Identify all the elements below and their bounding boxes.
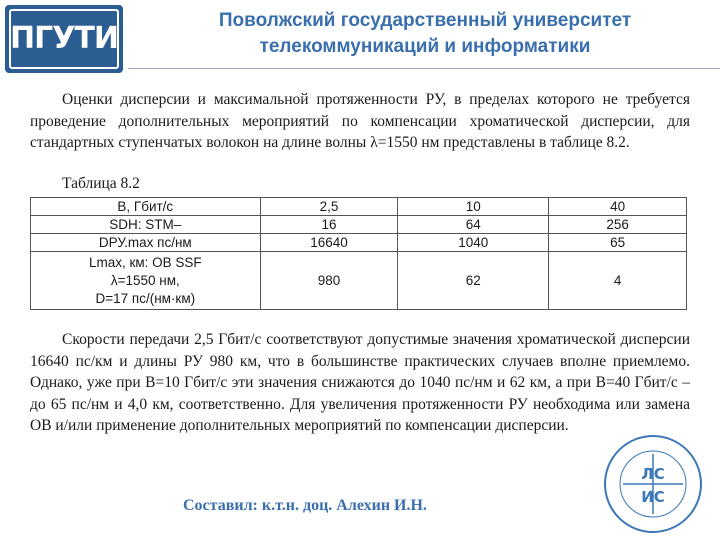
table-cell: 256 xyxy=(549,216,687,234)
stamp-text-top: ЛС xyxy=(641,465,665,483)
table-cell: 40 xyxy=(549,198,687,216)
row-label-line: λ=1550 нм, xyxy=(110,272,180,288)
row-label: B, Гбит/с xyxy=(31,198,261,216)
page-header xyxy=(130,8,720,60)
table-cell: 16640 xyxy=(260,234,398,252)
table-cell: 65 xyxy=(549,234,687,252)
table-cell: 980 xyxy=(260,252,398,310)
table-row xyxy=(31,234,687,252)
logo-text: ПГУТИ xyxy=(10,21,118,56)
table-cell: 16 xyxy=(260,216,398,234)
table-row xyxy=(31,198,687,216)
header-title-line2: телекоммуникаций и информатики xyxy=(259,36,591,57)
table-cell: 10 xyxy=(398,198,549,216)
header-title-line1: Поволжский государственный университет xyxy=(218,10,632,31)
table-cell: 2,5 xyxy=(260,198,398,216)
department-stamp-icon xyxy=(598,432,708,536)
author-footer: Составил: к.т.н. доц. Алехин И.Н. xyxy=(183,497,427,514)
stamp-text-bottom: ИС xyxy=(641,488,665,506)
table-row xyxy=(31,252,687,310)
intro-paragraph: Оценки дисперсии и максимальной протяженности РУ, в пределах которого не требуется проведение дополнительных мероприятий по компенсации хроматической дисперсии, для стандартных ступенчатых волокон на длине волны λ=1550 нм представлены в таблице 8.2. xyxy=(30,91,690,151)
table-caption: Таблица 8.2 xyxy=(62,175,140,192)
conclusion-paragraph: Скорости передачи 2,5 Гбит/с соответствуют допустимые значения хроматической дисперсии 16640 пс/км и длины РУ 980 км, что в большинстве практических случаев вполне приемлемо. Однако, уже при В=10 Гбит/с эти значения снижаются до 1040 пс/нм и 62 км, а при В=40 Гбит/с – до 65 пс/нм и 4,0 км, соответственно. Для увеличения протяженности РУ необходима или замена ОВ и/или применение дополнительных мероприятий по компенсации дисперсии. xyxy=(30,331,690,434)
header-divider xyxy=(128,68,720,69)
table-cell: 62 xyxy=(398,252,549,310)
data-table xyxy=(30,197,687,310)
table-cell: 4 xyxy=(549,252,687,310)
row-label: DРУ.max пс/нм xyxy=(31,234,261,252)
row-label-line: Lmax, км: OB SSF xyxy=(88,254,202,270)
table-cell: 64 xyxy=(398,216,549,234)
row-label xyxy=(31,252,261,310)
table-row xyxy=(31,216,687,234)
row-label-line: D=17 пс/(нм·км) xyxy=(95,290,196,306)
table-cell: 1040 xyxy=(398,234,549,252)
row-label: SDH: STM– xyxy=(31,216,261,234)
university-logo xyxy=(5,5,123,73)
